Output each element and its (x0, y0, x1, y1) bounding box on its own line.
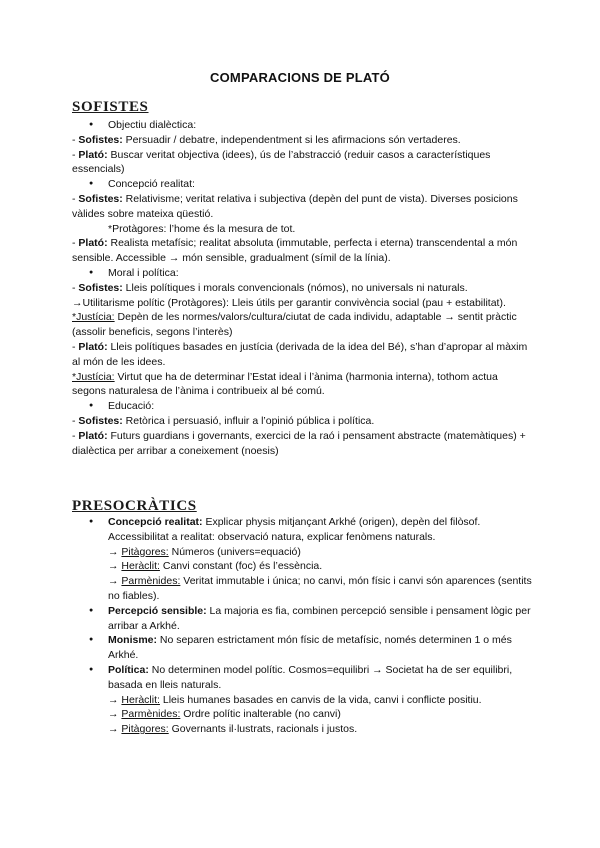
sub-parmenides-politica: → Parmènides: Ordre polític inalterable (no canvi) (108, 708, 341, 721)
line-plato-moral: - Plató: Lleis polítiques basades en justícia (derivada de la idea del Bé), s’han d’apropar al màxim al món de les idees. (72, 340, 528, 368)
sub-parmenides: → Parmènides: Veritat immutable i única; no canvi, món físic i canvi són aparences (sentits no fiables). (108, 575, 532, 602)
sub-heraclit-politica: → Heràclit: Lleis humanes basades en canvis de la vida, canvi i conflicte positiu. (108, 693, 482, 706)
page-title: COMPARACIONS DE PLATÓ (210, 70, 390, 85)
note-utilitarisme: →Utilitarisme polític (Protàgores): Lleis útils per garantir convivència social (pau + estabilitat). (72, 296, 506, 309)
line-plato-concepcio: - Plató: Realista metafísic; realitat absoluta (immutable, perfecta i eterna) transcendental a món sensible. Accessible → món sensible, gradualment (símil de la línia). (72, 237, 518, 265)
bullet-concepcio: ● Concepció realitat: (72, 177, 532, 192)
line-justicia-sofistes: *Justícia: Depèn de les normes/valors/cultura/ciutat de cada individu, adaptable → sentit pràctic (assolir beneficis, segons l’interès) (72, 311, 517, 339)
sub-pitagores-politica: → Pitàgores: Governants il·lustrats, racionals i justos. (108, 723, 358, 736)
line-justicia-plato: *Justícia: Virtut que ha de determinar l’Estat ideal i l’ànima (harmonia interna), tothom actua segons naturalesa de l’ànima i contribueix al bé comú. (72, 370, 498, 398)
line-sofistes-objectiu: - Sofistes: Persuadir / debatre, independentment si les afirmacions són vertaderes. (72, 133, 461, 146)
sofistes-body (72, 118, 532, 458)
section-heading-presocratics: PRESOCRÀTICS (72, 498, 197, 514)
line-plato-objectiu: - Plató: Buscar veritat objectiva (idees), ús de l’abstracció (reduir casos a característiques essencials) (72, 148, 491, 176)
bullet-monisme: ● Monisme: No separen estrictament món físic de metafísic, només determinen 1 o més Arkhé. (72, 633, 532, 663)
line-sofistes-moral: - Sofistes: Lleis polítiques i morals convencionals (nómos), no universals ni naturals. (72, 281, 468, 294)
bullet-moral: ● Moral i política: (72, 266, 532, 281)
sub-pitagores: → Pitàgores: Números (univers=equació) (108, 545, 301, 558)
bullet-objectiu: ● Objectiu dialèctica: (72, 118, 532, 133)
line-sofistes-educacio: - Sofistes: Retòrica i persuasió, influir a l’opinió pública i política. (72, 414, 375, 427)
section-heading-sofistes: SOFISTES (72, 99, 149, 115)
line-sofistes-concepcio: - Sofistes: Relativisme; veritat relativa i subjectiva (depèn del punt de vista). Diverses posicions vàlides sobre mateixa qüestió. (72, 192, 518, 220)
sub-heraclit: → Heràclit: Canvi constant (foc) és l’essència. (108, 560, 323, 573)
bullet-educacio: ● Educació: (72, 399, 532, 414)
note-protagores: *Protàgores: l’home és la mesura de tot. (108, 222, 296, 235)
bullet-politica: ● Política: No determinen model polític. Cosmos=equilibri → Societat ha de ser equilibri, basada en lleis naturals. (72, 663, 532, 693)
presocratics-body (72, 515, 532, 737)
bullet-percepcio-sensible: ● Percepció sensible: La majoria es fia, combinen percepció sensible i pensament lògic per arribar a Arkhé. (72, 604, 532, 634)
line-plato-educacio: - Plató: Futurs guardians i governants, exercici de la raó i pensament abstracte (matemàtiques) + dialèctica per arribar a coneixement (noesis) (72, 429, 526, 457)
bullet-concepcio-realitat: ● Concepció realitat: Explicar physis mitjançant Arkhé (origen), depèn del filòsof. Accessibilitat a realitat: observació natura, explicar fenòmens naturals. (72, 515, 532, 545)
